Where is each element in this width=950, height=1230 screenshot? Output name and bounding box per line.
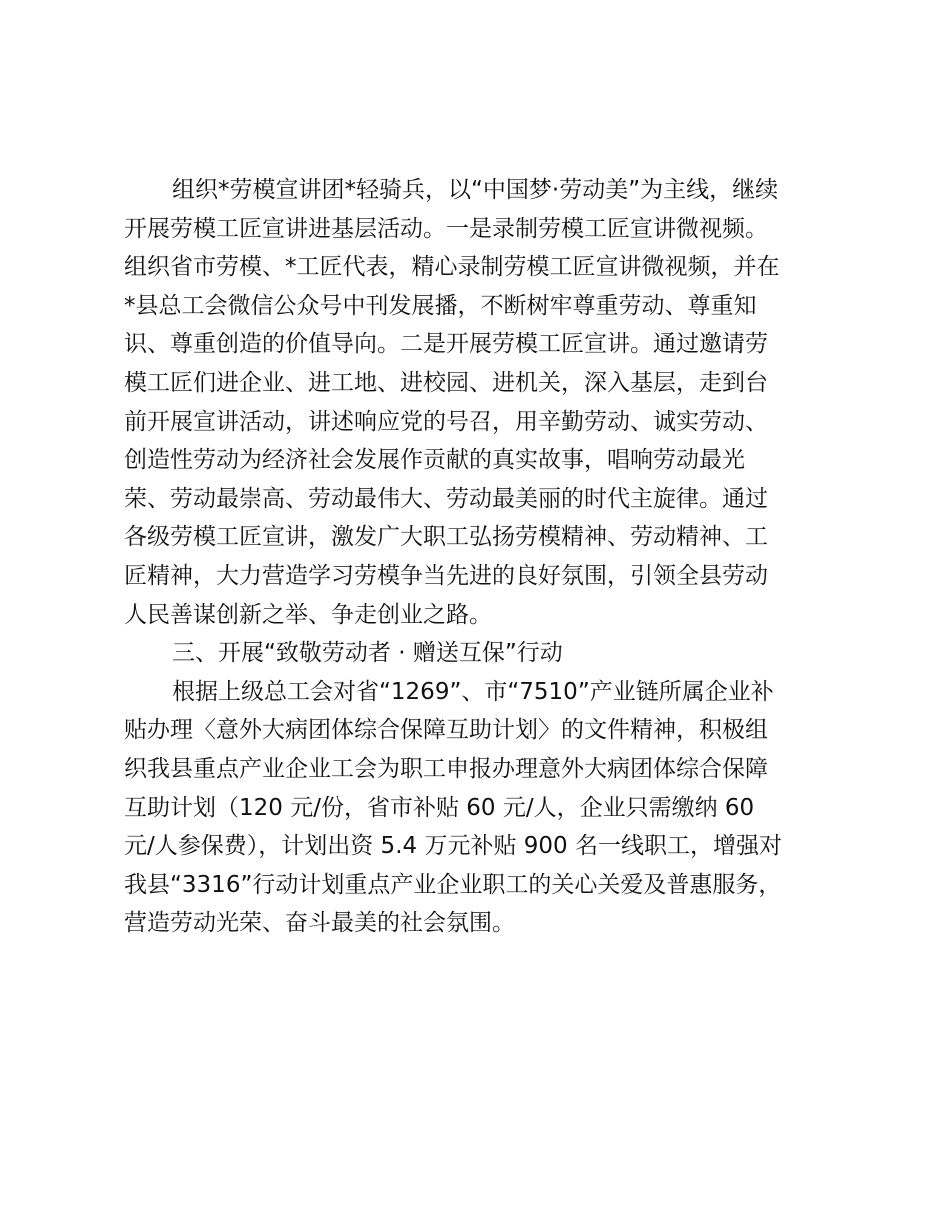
- paragraph-mutual-insurance: [124, 673, 836, 943]
- section-heading-3: [124, 634, 836, 673]
- paragraph-labor-model-lectures: [124, 171, 836, 634]
- text-line: 匠精神，大力营造学习劳模争当先进的良好氛围，引领全县劳动: [124, 562, 768, 589]
- text-line: 识、尊重创造的价值导向。二是开展劳模工匠宣讲。通过邀请劳: [124, 331, 768, 358]
- text-line: 开展劳模工匠宣讲进基层活动。一是录制劳模工匠宣讲微视频。: [124, 215, 768, 242]
- text-line: 营造劳动光荣、奋斗最美的社会氛围。: [124, 910, 515, 937]
- text-line: 贴办理〈意外大病团体综合保障互助计划〉的文件精神，积极组: [124, 717, 768, 744]
- text-line: 人民善谋创新之举、争走创业之路。: [124, 601, 492, 628]
- text-line: 互助计划（120 元/份，省市补贴 60 元/人，企业只需缴纳 60: [124, 794, 755, 821]
- text-line: *县总工会微信公众号中刊发展播，不断树牢尊重劳动、尊重知: [124, 292, 757, 319]
- text-line: 织我县重点产业企业工会为职工申报办理意外大病团体综合保障: [124, 755, 768, 782]
- document-body: [124, 171, 836, 943]
- text-line: 创造性劳动为经济社会发展作贡献的真实故事，唱响劳动最光: [124, 447, 745, 474]
- text-line: 组织省市劳模、*工匠代表，精心录制劳模工匠宣讲微视频，并在: [124, 254, 780, 281]
- text-line: 各级劳模工匠宣讲，激发广大职工弘扬劳模精神、劳动精神、工: [124, 524, 768, 551]
- text-line: 模工匠们进企业、进工地、进校园、进机关，深入基层，走到台: [124, 369, 768, 396]
- text-line: 组织*劳模宣讲团*轻骑兵，以“中国梦·劳动美”为主线，继续: [172, 177, 779, 203]
- text-line: 前开展宣讲活动，讲述响应党的号召，用辛勤劳动、诚实劳动、: [124, 408, 768, 435]
- heading-text: 三、开展“致敬劳动者 · 赠送互保”行动: [172, 640, 563, 667]
- text-line: 元/人参保费），计划出资 5.4 万元补贴 900 名一线职工，增强对: [124, 833, 782, 860]
- text-line: 荣、劳动最崇高、劳动最伟大、劳动最美丽的时代主旋律。通过: [124, 485, 768, 512]
- text-line: 我县“3316”行动计划重点产业企业职工的关心关爱及普惠服务，: [124, 871, 782, 898]
- text-line: 根据上级总工会对省“1269”、市“7510”产业链所属企业补: [172, 678, 774, 705]
